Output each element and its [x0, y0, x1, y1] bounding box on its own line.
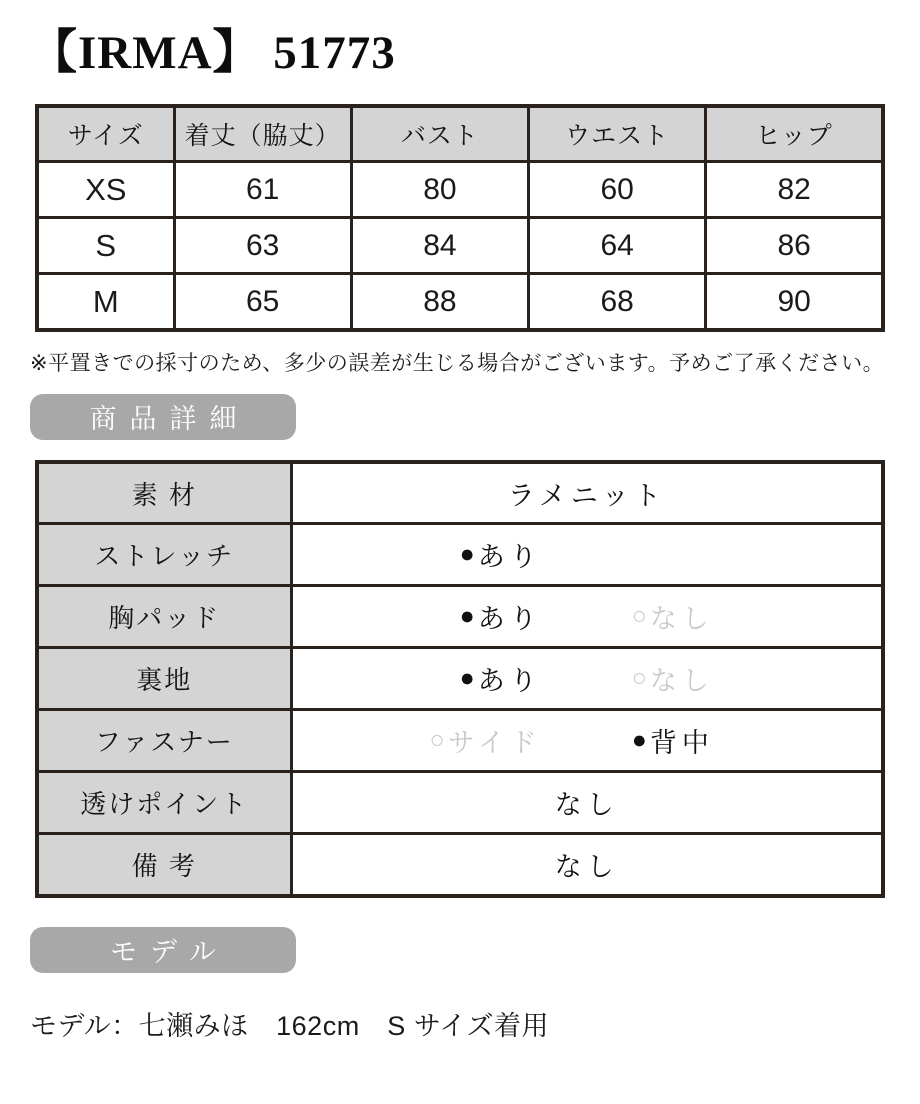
option-label: 背中	[649, 728, 714, 759]
section-heading-label: 商品詳細	[89, 404, 250, 435]
page-title: 【IRMA】 51773	[30, 27, 396, 79]
filled-dot-icon: ●	[459, 664, 475, 693]
model-info: モデル：七瀬みほ 162cm S サイズ着用	[30, 1010, 550, 1041]
measurement-cell: 90	[706, 274, 883, 330]
size-row	[37, 274, 883, 330]
measurement-note: ※平置きでの採寸のため、多少の誤差が生じる場合がございます。予めご了承ください。	[30, 351, 885, 375]
section-heading-model	[30, 927, 296, 973]
size-column-header: ウエスト	[529, 106, 706, 162]
measurement-cell: 88	[351, 274, 528, 330]
options-group	[293, 597, 882, 636]
spec-value	[291, 462, 883, 524]
spec-value	[291, 524, 883, 586]
size-header-row	[37, 106, 883, 162]
spec-row	[37, 524, 883, 586]
option-label: あり	[477, 542, 542, 573]
measurement-cell: 80	[351, 162, 528, 218]
size-column-header: サイズ	[37, 106, 174, 162]
spec-row	[37, 462, 883, 524]
spec-row	[37, 648, 883, 710]
option-label: サイド	[447, 728, 542, 759]
section-heading-label: モデル	[110, 937, 229, 968]
options-group	[293, 535, 882, 574]
spec-value	[291, 710, 883, 772]
measurement-cell: 68	[529, 274, 706, 330]
measurement-cell: 60	[529, 162, 706, 218]
options-group	[293, 721, 882, 760]
option-label: なし	[649, 666, 714, 697]
size-row	[37, 218, 883, 274]
size-table	[35, 104, 885, 332]
spec-label: 透けポイント	[37, 772, 291, 834]
spec-value-text: なし	[554, 852, 619, 882]
option-slot	[587, 597, 881, 636]
measurement-cell: 82	[706, 162, 883, 218]
spec-label: ファスナー	[37, 710, 291, 772]
size-column-header: ヒップ	[706, 106, 883, 162]
option-slot	[587, 721, 881, 760]
option-slot	[293, 659, 587, 698]
measurement-cell: 86	[706, 218, 883, 274]
spec-value	[291, 586, 883, 648]
spec-label: 素 材	[37, 462, 291, 524]
selected-option	[460, 535, 542, 574]
measurement-cell: 64	[529, 218, 706, 274]
size-column-header: バスト	[351, 106, 528, 162]
spec-value-text: なし	[554, 790, 619, 821]
filled-dot-icon: ●	[459, 540, 475, 569]
size-cell: M	[37, 274, 174, 330]
selected-option	[460, 659, 542, 698]
filled-dot-icon: ●	[631, 726, 647, 755]
size-column-header: 着丈（脇丈）	[174, 106, 351, 162]
spec-label: 胸パッド	[37, 586, 291, 648]
option-label: なし	[649, 604, 714, 635]
filled-dot-icon: ●	[459, 602, 475, 631]
selected-option	[632, 721, 714, 760]
option-slot	[587, 659, 881, 698]
spec-value	[291, 648, 883, 710]
option-slot	[293, 535, 587, 574]
option-slot	[293, 597, 587, 636]
unselected-option	[430, 721, 542, 760]
spec-row	[37, 772, 883, 834]
spec-label: ストレッチ	[37, 524, 291, 586]
spec-value	[291, 834, 883, 896]
spec-row	[37, 834, 883, 896]
unselected-option	[632, 597, 714, 636]
product-details-table	[35, 460, 885, 898]
empty-circle-icon: ○	[429, 726, 445, 755]
spec-value	[291, 772, 883, 834]
measurement-cell: 63	[174, 218, 351, 274]
spec-label: 裏地	[37, 648, 291, 710]
measurement-cell: 65	[174, 274, 351, 330]
spec-row	[37, 710, 883, 772]
options-group	[293, 659, 882, 698]
size-cell: XS	[37, 162, 174, 218]
empty-circle-icon: ○	[631, 664, 647, 693]
size-cell: S	[37, 218, 174, 274]
selected-option	[460, 597, 542, 636]
option-label: あり	[477, 666, 542, 697]
measurement-cell: 84	[351, 218, 528, 274]
spec-value-text: ラメニット	[507, 480, 666, 511]
empty-circle-icon: ○	[631, 602, 647, 631]
spec-row	[37, 586, 883, 648]
section-heading-product-details	[30, 394, 296, 440]
measurement-cell: 61	[174, 162, 351, 218]
size-row	[37, 162, 883, 218]
unselected-option	[632, 659, 714, 698]
option-label: あり	[477, 604, 542, 635]
option-slot	[293, 721, 587, 760]
spec-label: 備 考	[37, 834, 291, 896]
